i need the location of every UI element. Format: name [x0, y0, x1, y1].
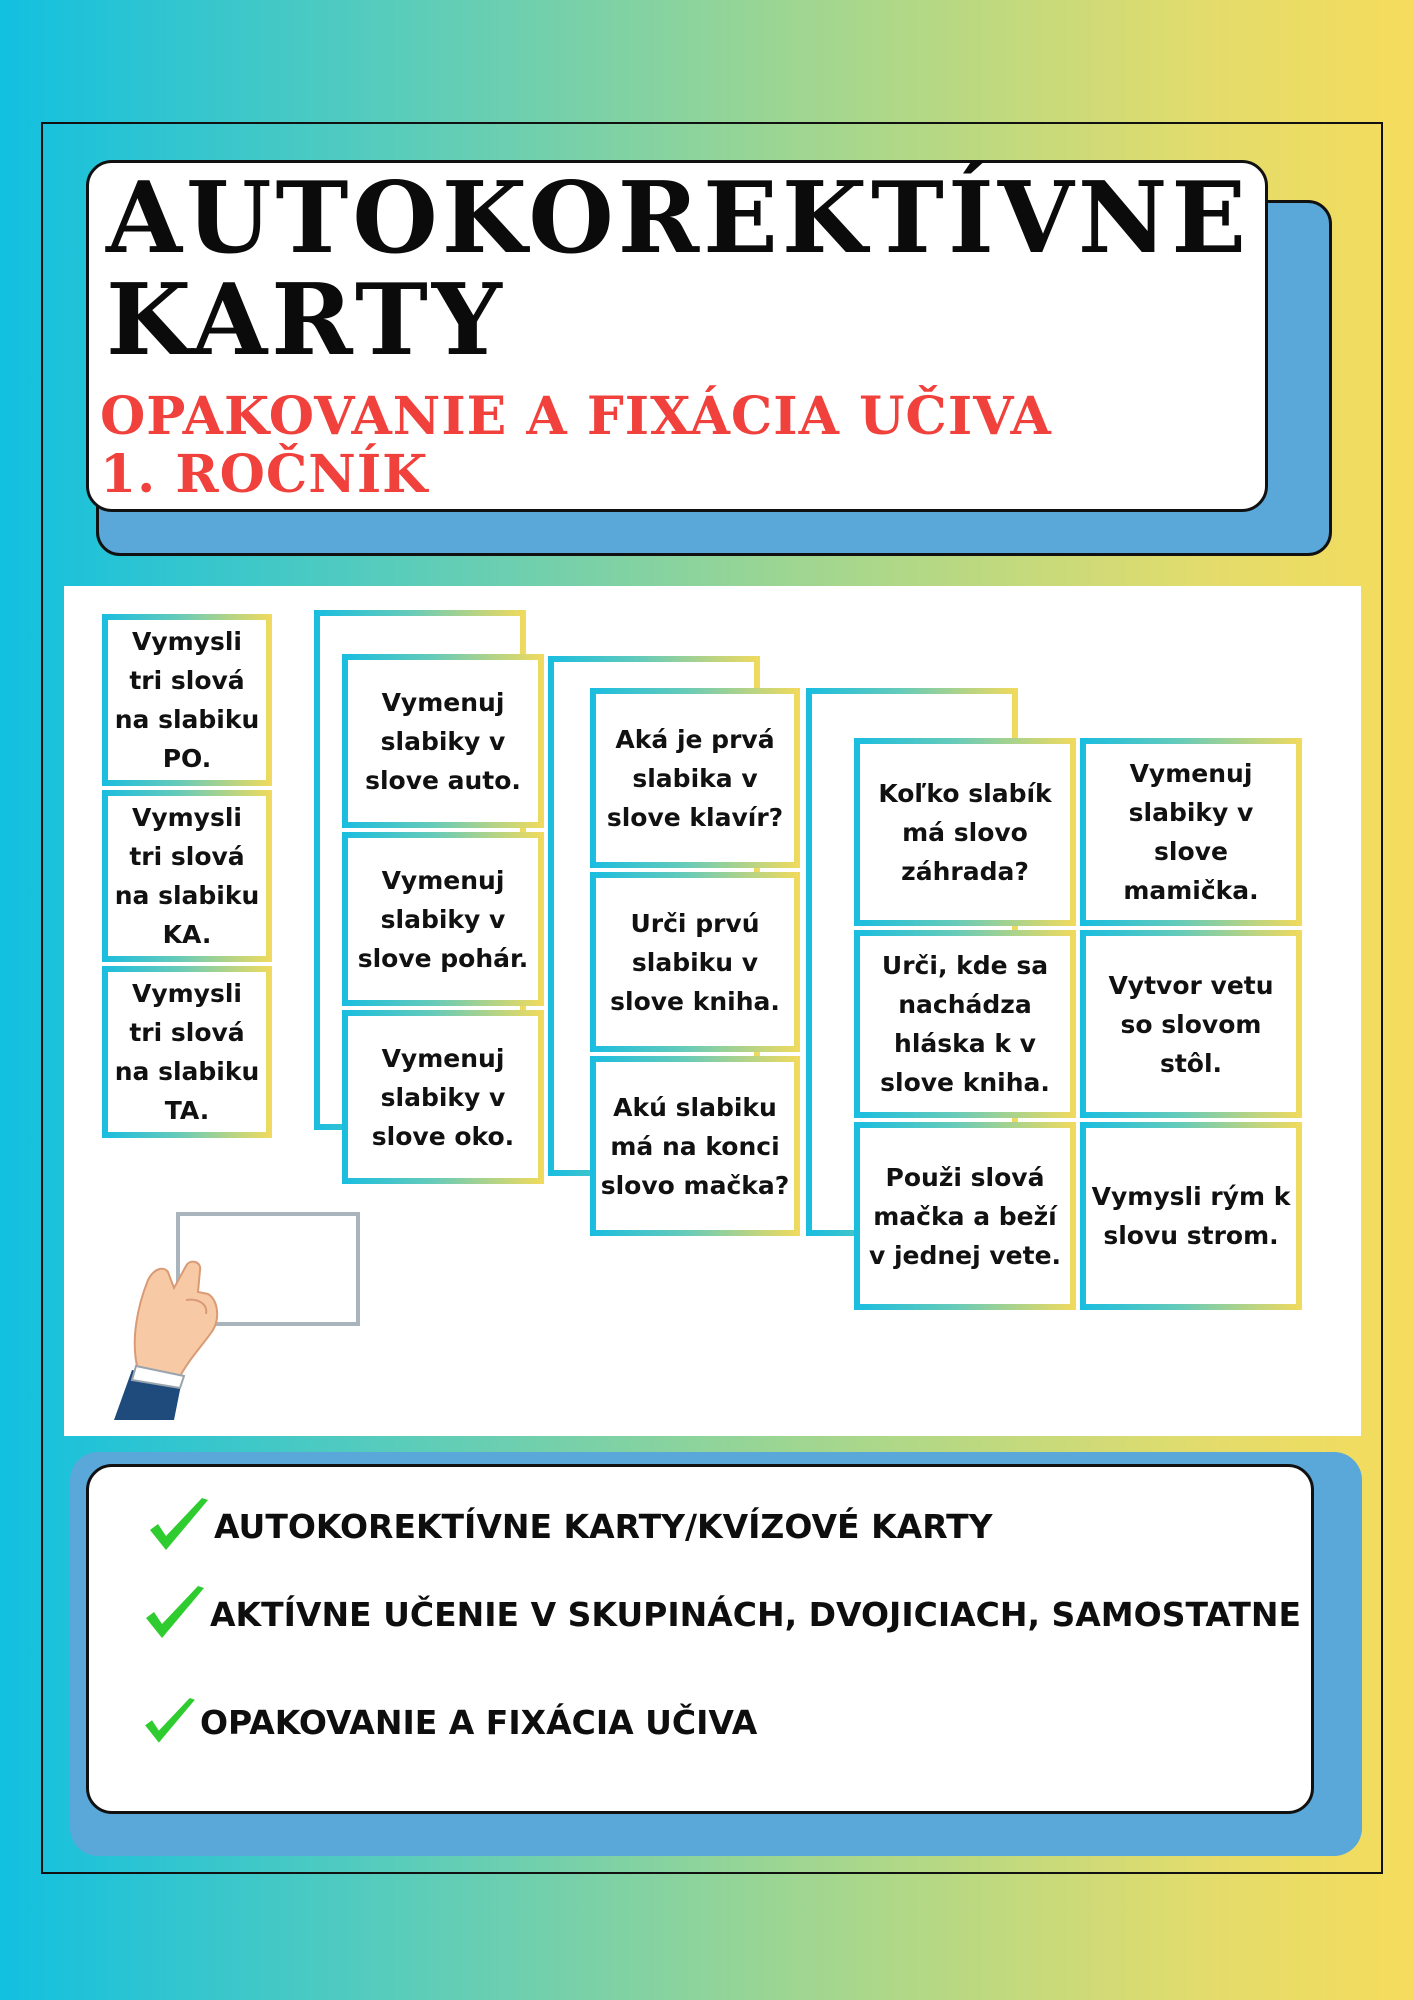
card: Koľko slabík má slovo záhrada? — [854, 738, 1076, 926]
page-title — [106, 161, 1251, 378]
card: Akú slabiku má na konci slovo mačka? — [590, 1056, 800, 1236]
card: Použi slová mačka a beží v jednej vete. — [854, 1122, 1076, 1310]
card: Vymenuj slabiky v slove auto. — [342, 654, 544, 828]
check-icon — [140, 1690, 200, 1754]
feature-label: OPAKOVANIE A FIXÁCIA UČIVA — [200, 1702, 758, 1742]
card: Urči, kde sa nachádza hláska k v slove kniha. — [854, 930, 1076, 1118]
check-icon — [144, 1494, 214, 1558]
feature-item — [140, 1690, 757, 1754]
card: Urči prvú slabiku v slove kniha. — [590, 872, 800, 1052]
card: Vymysli tri slová na slabiku KA. — [102, 790, 272, 962]
title-line-1: AUTOKOREKTÍVNE — [106, 161, 1251, 276]
subtitle-line-2: 1. ROČNÍK — [100, 444, 429, 505]
card: Vymysli tri slová na slabiku PO. — [102, 614, 272, 786]
feature-item — [140, 1582, 1301, 1646]
subtitle-line-1: OPAKOVANIE A FIXÁCIA UČIVA — [100, 386, 1052, 447]
card: Vymysli rým k slovu strom. — [1080, 1122, 1302, 1310]
card: Vymenuj slabiky v slove mamička. — [1080, 738, 1302, 926]
card: Vytvor vetu so slovom stôl. — [1080, 930, 1302, 1118]
title-line-2: KARTY — [106, 263, 506, 378]
page-subtitle — [100, 388, 1200, 504]
card: Aká je prvá slabika v slove klavír? — [590, 688, 800, 868]
feature-label: AKTÍVNE UČENIE V SKUPINÁCH, DVOJICIACH, SAMOSTATNE — [210, 1594, 1302, 1634]
card: Vymysli tri slová na slabiku TA. — [102, 966, 272, 1138]
feature-item — [144, 1494, 993, 1558]
feature-label: AUTOKOREKTÍVNE KARTY/KVÍZOVÉ KARTY — [214, 1506, 993, 1546]
hand-holding-card-icon — [108, 1210, 368, 1430]
card: Vymenuj slabiky v slove oko. — [342, 1010, 544, 1184]
card: Vymenuj slabiky v slove pohár. — [342, 832, 544, 1006]
check-icon — [140, 1582, 210, 1646]
